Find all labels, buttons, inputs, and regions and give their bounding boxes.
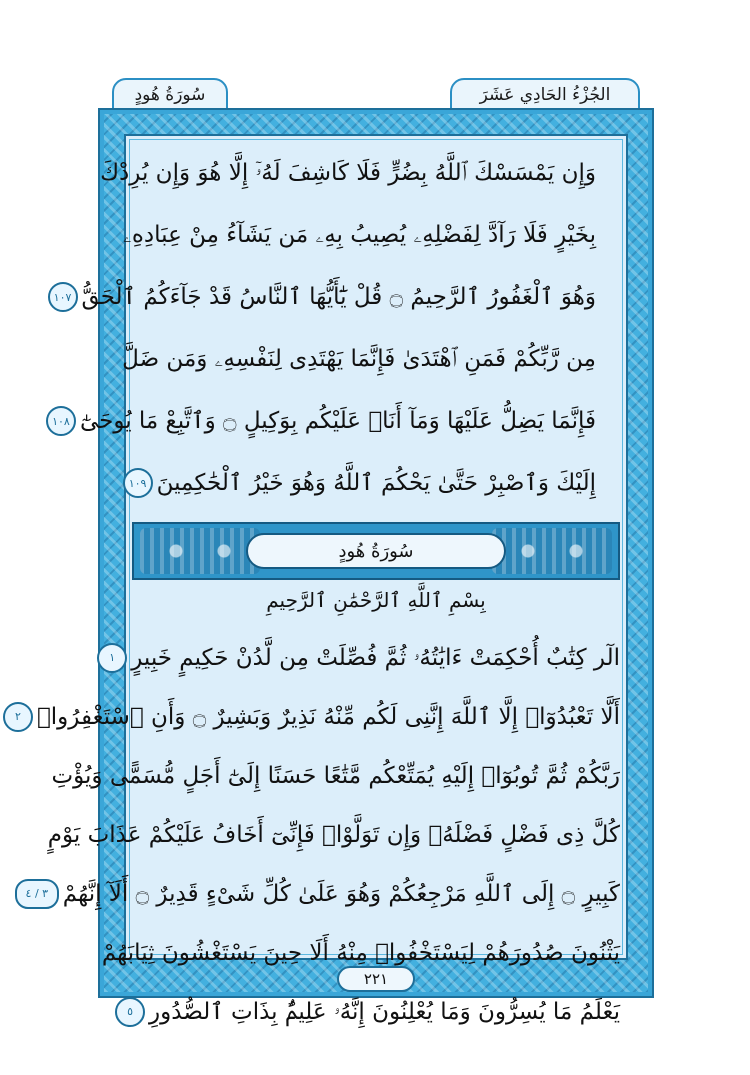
page-number [337, 966, 415, 992]
verse-line [15, 687, 620, 746]
ayah-marker: ٢ [3, 702, 33, 732]
ayah-marker: ١٠٧ [48, 282, 78, 312]
ayah-marker: ١ [97, 643, 127, 673]
juz-header [450, 78, 640, 112]
juz-label: الجُزْءُ الحَادِي عَشَرَ [479, 85, 611, 105]
surah-header [112, 78, 228, 112]
ayah-marker: ١٠٨ [46, 406, 76, 436]
verse-line [52, 390, 596, 452]
ayah-marker: ٥ [115, 997, 145, 1027]
verse-text: رَبَّكُمْ ثُمَّ تُوبُوٓا۟ إِلَيْهِ يُمَتِّعْكُم مَّتَٰعًا حَسَنًا إِلَىٰٓ أَجَلٍ مُّسَمًّى وَيُؤْتِ [51, 762, 620, 789]
surah-title [246, 533, 506, 569]
verse-text: الٓر كِتَٰبٌ أُحْكِمَتْ ءَايَٰتُهُۥ ثُمَّ فُصِّلَتْ مِن لَّدُنْ حَكِيمٍ خَبِيرٍ [131, 644, 620, 671]
ayah-marker: ٣ / ٤ [15, 879, 59, 909]
verse-line [122, 328, 596, 390]
verse-text: يَعْلَمُ مَا يُسِرُّونَ وَمَا يُعْلِنُونَ إِنَّهُۥ عَلِيمٌۢ بِذَاتِ ٱلصُّدُورِ [149, 998, 620, 1025]
verse-text: وَهُوَ ٱلْغَفُورُ ٱلرَّحِيمُ ۝ قُلْ يَٰٓأَيُّهَا ٱلنَّاسُ قَدْ جَآءَكُمُ ٱلْحَقُّ [81, 284, 596, 310]
verse-text: بِخَيْرٍ فَلَا رَآدَّ لِفَضْلِهِۦ يُصِيبُ بِهِۦ مَن يَشَآءُ مِنْ عِبَادِهِۦ [123, 222, 596, 248]
verse-text: كَبِيرٍ ۝ إِلَى ٱللَّهِ مَرْجِعُكُمْ وَهُوَ عَلَىٰ كُلِّ شَىْءٍ قَدِيرٌ ۝ أَلَآ إِنَّهُمْ [62, 880, 620, 907]
surah-banner [132, 522, 620, 580]
verse-line [128, 452, 596, 514]
verse-line [47, 805, 620, 864]
verse-text: فَإِنَّمَا يَضِلُّ عَلَيْهَا وَمَآ أَنَا۠ عَلَيْكُم بِوَكِيلٍ ۝ وَٱتَّبِعْ مَا يُوحَىٰٓ [79, 408, 596, 434]
verse-text: كُلَّ ذِى فَضْلٍ فَضْلَهُۥ وَإِن تَوَلَّوْا۟ فَإِنِّىٓ أَخَافُ عَلَيْكُمْ عَذَابَ يَوْمٍ [47, 821, 620, 848]
verse-text: وَإِن يَمْسَسْكَ ٱللَّهُ بِضُرٍّ فَلَا كَاشِفَ لَهُۥٓ إِلَّا هُوَ وَإِن يُرِدْكَ [100, 160, 596, 186]
upper-text-block [52, 142, 596, 514]
verse-line [100, 142, 596, 204]
basmala: بِسْمِ ٱللَّهِ ٱلرَّحْمَٰنِ ٱلرَّحِيمِ [266, 588, 486, 612]
mushaf-page [15, 70, 666, 1025]
verse-line [51, 746, 620, 805]
surah-label: سُورَةُ هُودٍ [134, 85, 206, 105]
verse-text: مِن رَّبِّكُمْ فَمَنِ ٱهْتَدَىٰ فَإِنَّمَا يَهْتَدِى لِنَفْسِهِۦ وَمَن ضَلَّ [122, 346, 596, 372]
verse-line [123, 204, 596, 266]
ornamental-border [15, 108, 654, 1025]
verse-text: إِلَيْكَ وَٱصْبِرْ حَتَّىٰ يَحْكُمَ ٱللَّهُ وَهُوَ خَيْرُ ٱلْحَٰكِمِينَ [156, 470, 596, 496]
verse-line [53, 266, 596, 328]
verse-line [109, 628, 620, 687]
banner-ornament-right [492, 528, 612, 574]
verse-text: أَلَّا تَعْبُدُوٓا۟ إِلَّا ٱللَّهَ إِنَّنِى لَكُم مِّنْهُ نَذِيرٌ وَبَشِيرٌ ۝ وَأَنِ ٱسْتَغْفِرُوا۟ [36, 703, 620, 730]
verse-line [25, 864, 620, 923]
page-number-text: ٢٢١ [363, 970, 389, 988]
surah-title-text: سُورَةُ هُودٍ [338, 540, 414, 562]
ayah-marker: ١٠٩ [123, 468, 153, 498]
banner-ornament-left [140, 528, 260, 574]
verse-text: يَثْنُونَ صُدُورَهُمْ لِيَسْتَخْفُوا۟ مِنْهُ أَلَا حِينَ يَسْتَغْشُونَ ثِيَابَهُمْ [101, 939, 620, 966]
